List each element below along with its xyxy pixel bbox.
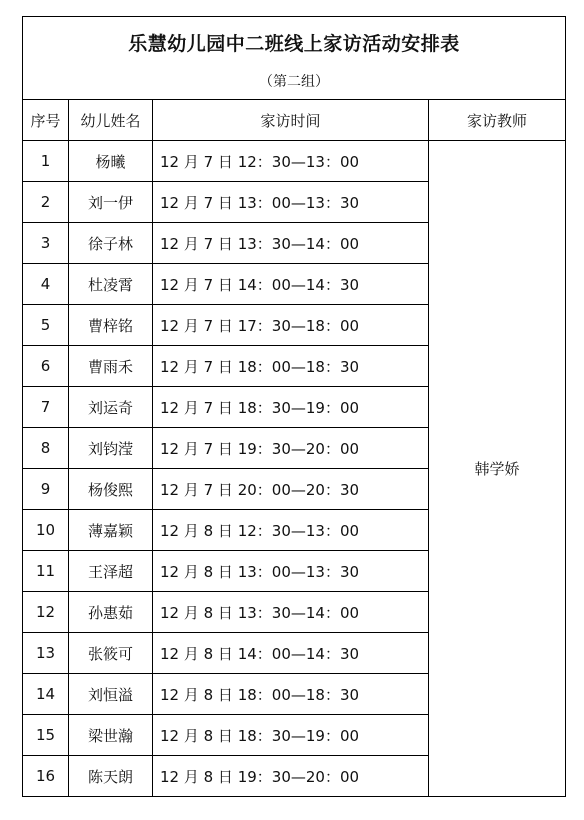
child-name: 曹雨禾 — [69, 346, 153, 387]
visit-time: 12 月 7 日 18：00—18：30 — [153, 346, 429, 387]
child-name: 孙惠茹 — [69, 592, 153, 633]
title-cell — [23, 17, 566, 100]
row-index: 14 — [23, 674, 69, 715]
row-index: 3 — [23, 223, 69, 264]
visit-time: 12 月 7 日 18：30—19：00 — [153, 387, 429, 428]
child-name: 刘运奇 — [69, 387, 153, 428]
child-name: 杨曦 — [69, 141, 153, 182]
document-title: 乐慧幼儿园中二班线上家访活动安排表 — [128, 33, 460, 55]
row-index: 6 — [23, 346, 69, 387]
teacher-name: 韩学娇 — [429, 141, 566, 797]
visit-time: 12 月 8 日 13：00—13：30 — [153, 551, 429, 592]
column-header-visit-time: 家访时间 — [153, 100, 429, 141]
row-index: 7 — [23, 387, 69, 428]
column-header-child-name: 幼儿姓名 — [69, 100, 153, 141]
child-name: 王泽超 — [69, 551, 153, 592]
child-name: 刘一伊 — [69, 182, 153, 223]
visit-time: 12 月 8 日 12：30—13：00 — [153, 510, 429, 551]
visit-time: 12 月 8 日 18：00—18：30 — [153, 674, 429, 715]
row-index: 10 — [23, 510, 69, 551]
child-name: 刘钧滢 — [69, 428, 153, 469]
visit-time: 12 月 7 日 19：30—20：00 — [153, 428, 429, 469]
visit-time: 12 月 7 日 13：00—13：30 — [153, 182, 429, 223]
visit-time: 12 月 7 日 14：00—14：30 — [153, 264, 429, 305]
row-index: 2 — [23, 182, 69, 223]
row-index: 1 — [23, 141, 69, 182]
visit-time: 12 月 8 日 18：30—19：00 — [153, 715, 429, 756]
table-row — [23, 141, 566, 182]
child-name: 杜凌霄 — [69, 264, 153, 305]
visit-time: 12 月 7 日 13：30—14：00 — [153, 223, 429, 264]
child-name: 徐子林 — [69, 223, 153, 264]
child-name: 刘恒溢 — [69, 674, 153, 715]
child-name: 薄嘉颖 — [69, 510, 153, 551]
row-index: 13 — [23, 633, 69, 674]
row-index: 11 — [23, 551, 69, 592]
visit-time: 12 月 8 日 13：30—14：00 — [153, 592, 429, 633]
visit-time: 12 月 7 日 17：30—18：00 — [153, 305, 429, 346]
child-name: 陈天朗 — [69, 756, 153, 797]
column-header-row — [23, 100, 566, 141]
group-subtitle: （第二组） — [259, 74, 329, 90]
visit-time: 12 月 8 日 19：30—20：00 — [153, 756, 429, 797]
row-index: 16 — [23, 756, 69, 797]
visit-time: 12 月 8 日 14：00—14：30 — [153, 633, 429, 674]
visit-time: 12 月 7 日 20：00—20：30 — [153, 469, 429, 510]
row-index: 15 — [23, 715, 69, 756]
column-header-teacher: 家访教师 — [429, 100, 566, 141]
schedule-rows — [23, 141, 566, 797]
child-name: 梁世瀚 — [69, 715, 153, 756]
row-index: 12 — [23, 592, 69, 633]
row-index: 5 — [23, 305, 69, 346]
row-index: 9 — [23, 469, 69, 510]
home-visit-schedule-table — [22, 16, 566, 797]
visit-time: 12 月 7 日 12：30—13：00 — [153, 141, 429, 182]
child-name: 张筱可 — [69, 633, 153, 674]
row-index: 4 — [23, 264, 69, 305]
child-name: 杨俊熙 — [69, 469, 153, 510]
column-header-index: 序号 — [23, 100, 69, 141]
title-row — [23, 17, 566, 100]
child-name: 曹梓铭 — [69, 305, 153, 346]
row-index: 8 — [23, 428, 69, 469]
